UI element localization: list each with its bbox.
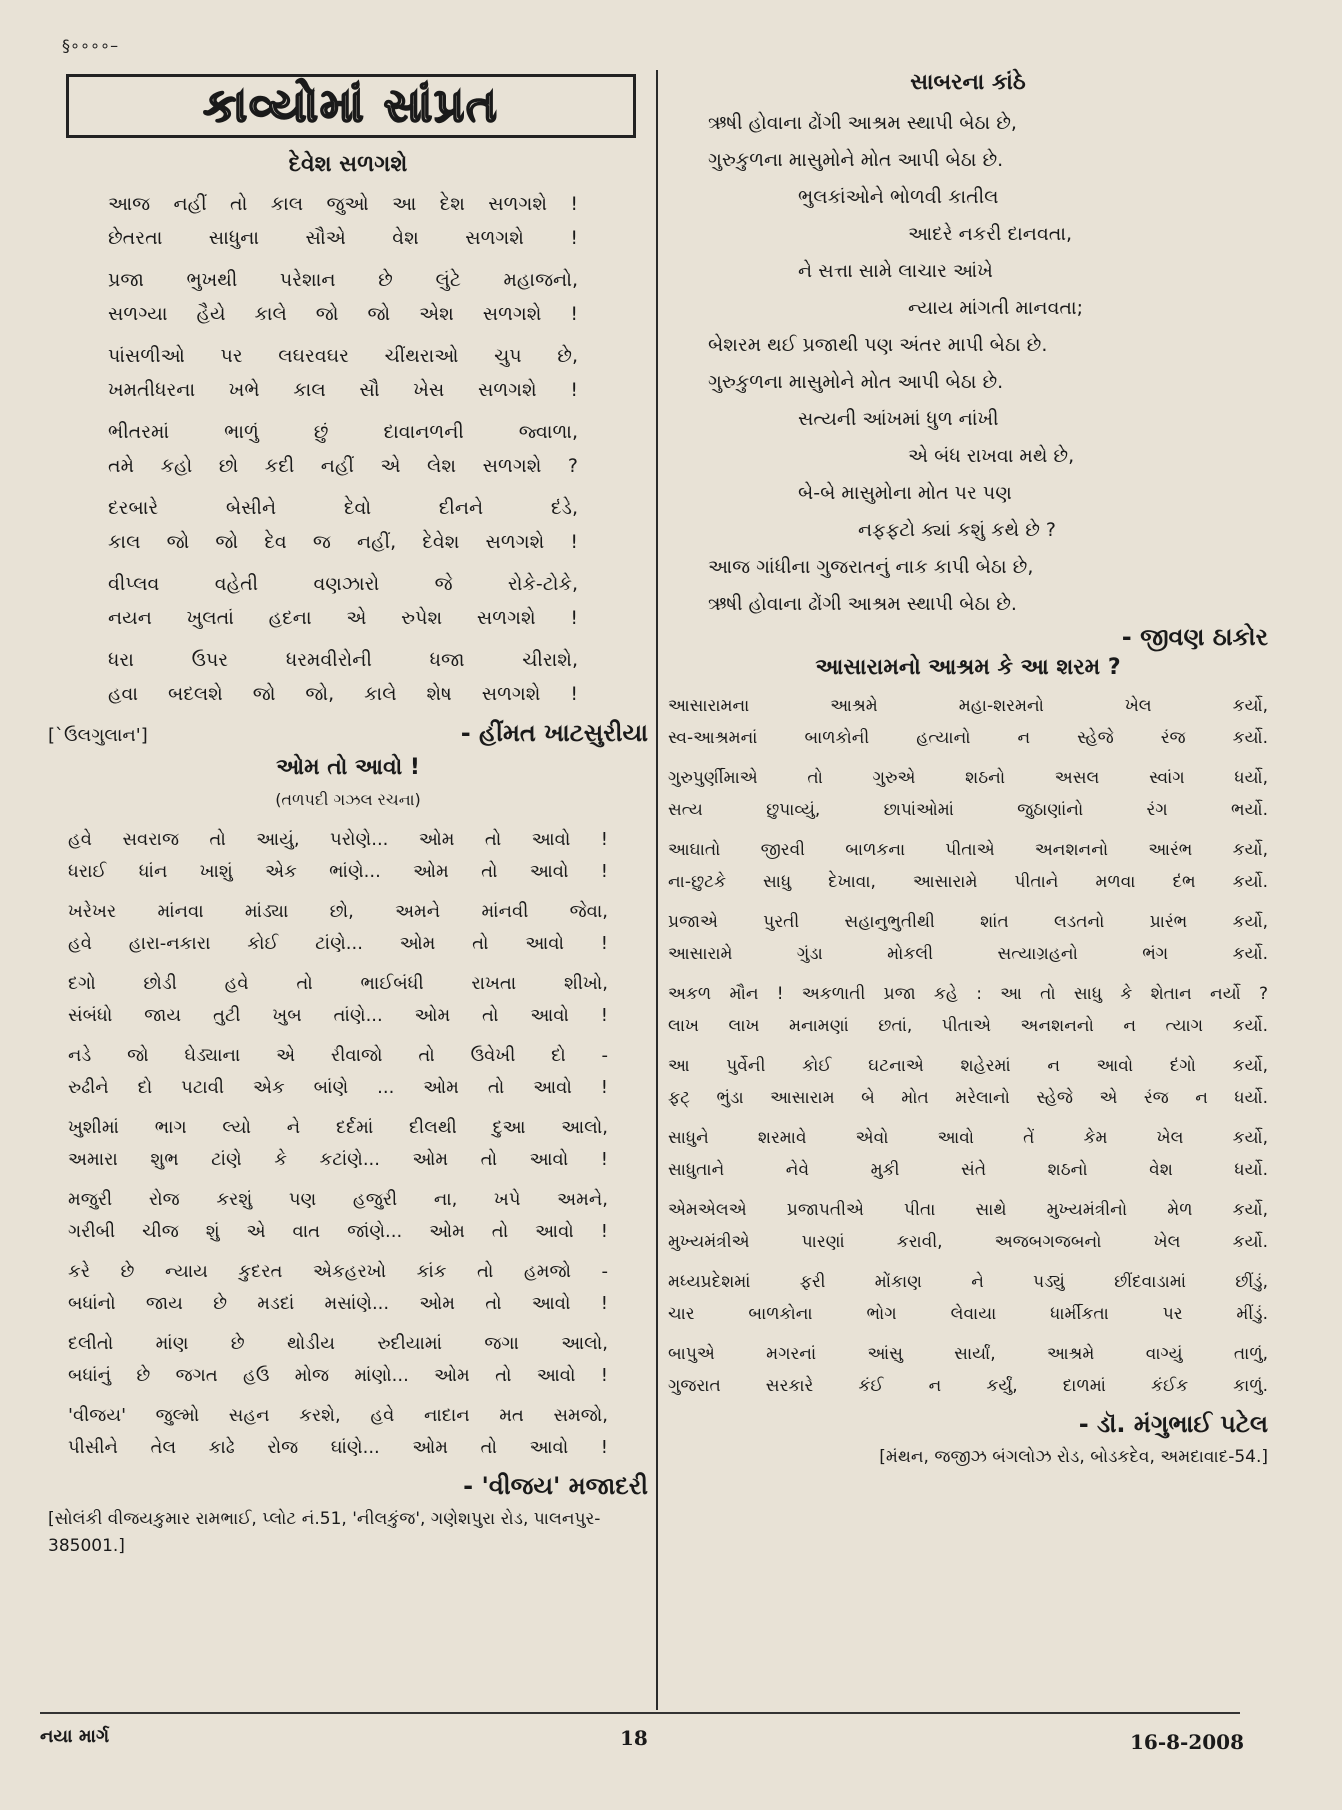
footer-page-number: 18 xyxy=(620,1726,648,1750)
poem-line: બે-બે માસુમોના મોત પર પણ xyxy=(798,482,1012,504)
poem-line: આઘાતો જીરવી બાળકના પીતાએ અનશનનો આરંભ કર્યો, xyxy=(668,840,1268,860)
poem-line: ગુરુકુળના માસુમોને મોત આપી બેઠા છે. xyxy=(708,371,1004,393)
poem-line: રુઢીને દો પટાવી એક બાંણે ... ઓમ તો આવો ! xyxy=(68,1077,608,1098)
poem-address: [સોલંકી વીજયકુમાર રામભાઈ, પ્લોટ નં.51, 'નીલકુંજ', ગણેશપુરા રોડ, પાલનપુર- 385001.] xyxy=(48,1509,601,1556)
ornament-icon: §∘∘∘∘– xyxy=(62,36,119,55)
poem-line: નયન ખુલતાં હદના એ રુપેશ સળગશે ! xyxy=(108,607,578,629)
poem-line: ભીતરમાં ભાળું છું દાવાનળની જ્વાળા, xyxy=(108,421,578,443)
poem-line: દરબારે બેસીને દેવો દીનને દંડે, xyxy=(108,497,578,519)
stanza xyxy=(108,491,578,559)
poem-author: - 'વીજય' મજાદરી xyxy=(463,1472,648,1500)
poem-line: ધરા ઉપર ધરમવીરોની ધજા ચીરાશે, xyxy=(108,649,578,671)
stanza xyxy=(68,1112,608,1176)
stanza xyxy=(108,415,578,483)
poem-line: ખુશીમાં ભાગ લ્યો ને દર્દમાં દીલથી દુઆ આલો, xyxy=(68,1117,608,1138)
section-title: કાવ્યોમાં સાંપ્રત xyxy=(203,78,499,132)
poem-body xyxy=(48,187,578,711)
poem-line: છેતરતા સાધુના સૌએ વેશ સળગશે ! xyxy=(108,227,578,249)
stanza xyxy=(68,968,608,1032)
poem-line: વીપ્લવ વહેતી વણઝારો જે રોકે-ટોકે, xyxy=(108,573,578,595)
column-divider xyxy=(656,70,658,1710)
poem-source: [`ઉલગુલાન'] xyxy=(48,725,148,746)
poem-line: પીસીને તેલ કાઢે રોજ ઘાંણે... ઓમ તો આવો ! xyxy=(68,1437,608,1458)
poem-line: ઋષી હોવાના ઢોંગી આશ્રમ સ્થાપી બેઠા છે, xyxy=(708,112,1017,134)
poem-line: ભુલકાંઓને ભોળવી કાતીલ xyxy=(798,186,999,208)
poem-line: નફફટો ક્યાં કશું કથે છે ? xyxy=(858,519,1057,541)
poem-line: પાંસળીઓ પર લઘરવઘર ચીંથરાઓ ચુપ છે, xyxy=(108,345,578,367)
poem-line: ના-છુટકે સાધુ દેખાવા, આસારામે પીતાને મળવા દંભ કર્યો. xyxy=(668,872,1268,892)
poem-line: આજ ગાંધીના ગુજરાતનું નાક કાપી બેઠા છે, xyxy=(708,556,1034,578)
poem-credit xyxy=(48,719,648,747)
poem-line: સત્યની આંખમાં ધુળ નાંખી xyxy=(798,408,999,430)
poem-line: ખમતીધરના ખભે કાલ સૌ ખેસ સળગશે ! xyxy=(108,379,578,401)
poem-title: દેવેશ સળગશે xyxy=(288,152,408,177)
poem-line: અમારા શુભ ટાંણે કે કટાંણે... ઓમ તો આવો ! xyxy=(68,1149,608,1170)
poem-line: ચાર બાળકોના ભોગ લેવાયા ધાર્મીકતા પર મીંડું. xyxy=(668,1304,1268,1324)
poem-line: બધાંનું છે જગત હઉ મોજ માંણો... ઓમ તો આવો ! xyxy=(68,1365,608,1386)
stanza xyxy=(668,906,1268,970)
poem-line: હવે હારા-નકારા કોઈ ટાંણે... ઓમ તો આવો ! xyxy=(68,933,608,954)
section-banner xyxy=(48,36,648,144)
stanza xyxy=(668,1194,1268,1258)
stanza xyxy=(68,1256,608,1320)
banner-box xyxy=(66,74,636,138)
stanza xyxy=(68,896,608,960)
poem-title: ઓમ તો આવો ! xyxy=(276,755,420,780)
poem-line: સ્વ-આશ્રમનાં બાળકોની હત્યાનો ન સ્હેજે રંજ કર્યો. xyxy=(668,728,1268,748)
stanza xyxy=(68,824,608,888)
poem-line: હવા બદલશે જો જો, કાલે શેષ સળગશે ! xyxy=(108,683,578,705)
stanza xyxy=(68,1328,608,1392)
poem-body xyxy=(668,105,1268,623)
stanza xyxy=(68,1400,608,1464)
stanza xyxy=(668,1050,1268,1114)
poem-line: ગુરુકુળના માસુમોને મોત આપી બેઠા છે. xyxy=(708,149,1004,171)
poem-line: દગો છોડી હવે તો ભાઈબંધી રાખતા શીખો, xyxy=(68,973,608,994)
poem-line: ધરાઈ ધાંન ખાશું એક ભાંણે... ઓમ તો આવો ! xyxy=(68,861,608,882)
stanza xyxy=(668,834,1268,898)
poem-address: [મંથન, જજીઝ બંગલોઝ રોડ, બોડકદેવ, અમદાવાદ-54.] xyxy=(879,1447,1268,1467)
poem-line: મધ્યપ્રદેશમાં ફરી મોંકાણ ને પડ્યું છીંદવાડામાં છીંડું, xyxy=(668,1272,1268,1292)
stanza xyxy=(668,1338,1268,1402)
stanza xyxy=(108,187,578,255)
poem-line: બેશરમ થઈ પ્રજાથી પણ અંતર માપી બેઠા છે. xyxy=(708,334,1048,356)
poem-author: - હીંમત ખાટસુરીયા xyxy=(460,719,648,747)
poem-line: મુખ્યમંત્રીએ પારણાં કરાવી, અજબગજબનો ખેલ કર્યો. xyxy=(668,1232,1268,1252)
stanza xyxy=(668,762,1268,826)
poem-line: આ પુર્વેની કોઈ ઘટનાએ શહેરમાં ન આવો દંગો કર્યો, xyxy=(668,1056,1268,1076)
poem-line: લાખ લાખ મનામણાં છતાં, પીતાએ અનશનનો ન ત્યાગ કર્યો. xyxy=(668,1016,1268,1036)
stanza xyxy=(108,567,578,635)
poem-subtitle: (તળપદી ગઝલ રચના) xyxy=(275,790,421,809)
stanza xyxy=(668,978,1268,1042)
poem-author: - જીવણ ઠાકોર xyxy=(1121,623,1268,651)
poem-devesh xyxy=(48,152,648,747)
poem-line: સાધુતાને નેવે મુકી સંતે શઠનો વેશ ધર્યો. xyxy=(668,1160,1268,1180)
poem-line: પ્રજાએ પુરતી સહાનુભુતીથી શાંત લડતનો પ્રારંભ કર્યો, xyxy=(668,912,1268,932)
poem-om-to-aavo xyxy=(48,755,648,1560)
poem-line: ગુજરાત સરકારે કંઈ ન કર્યું, દાળમાં કંઈક કાળું. xyxy=(668,1376,1268,1396)
poem-author: - ડૉ. મંગુભાઈ પટેલ xyxy=(1078,1410,1268,1438)
right-column xyxy=(668,70,1268,1471)
poem-line: તમે કહો છો કદી નહીં એ લેશ સળગશે ? xyxy=(108,455,578,477)
poem-line: 'વીજય' જુલ્મો સહન કરશે, હવે નાદાન મત સમજો, xyxy=(68,1405,608,1426)
stanza xyxy=(68,1184,608,1248)
poem-line: આજ નહીં તો કાલ જુઓ આ દેશ સળગશે ! xyxy=(108,193,578,215)
stanza xyxy=(108,643,578,711)
poem-line: સાધુને શરમાવે એવો આવો તેં કેમ ખેલ કર્યો, xyxy=(668,1128,1268,1148)
poem-line: નડે જો ઘેડ્યાના એ રીવાજો તો ઉવેખી દો - xyxy=(68,1045,608,1066)
poem-body xyxy=(668,690,1268,1402)
poem-line: ખરેખર માંનવા માંડ્યા છો, અમને માંનવી જેવા, xyxy=(68,901,608,922)
poem-line: સત્ય છુપાવ્યું, છાપાંઓમાં જુઠાણાંનો રંગ ભર્યો. xyxy=(668,800,1268,820)
stanza xyxy=(668,1266,1268,1330)
poem-line: ગરીબી ચીજ શું એ વાત જાંણે... ઓમ તો આવો ! xyxy=(68,1221,608,1242)
poem-line: ને સત્તા સામે લાચાર આંખે xyxy=(798,260,993,282)
poem-line: ઋષી હોવાના ઢોંગી આશ્રમ સ્થાપી બેઠા છે. xyxy=(708,593,1017,615)
poem-line: હવે સવરાજ તો આયું, પરોણે... ઓમ તો આવો ! xyxy=(68,829,608,850)
poem-title: સાબરના કાંઠે xyxy=(910,70,1026,95)
poem-line: આસારામના આશ્રમે મહા-શરમનો ખેલ કર્યો, xyxy=(668,696,1268,716)
poem-line: કાલ જો જો દેવ જ નહીં, દેવેશ સળગશે ! xyxy=(108,531,578,553)
poem-line: પ્રજા ભુખથી પરેશાન છે લુંટે મહાજનો, xyxy=(108,269,578,291)
poem-body xyxy=(48,824,608,1464)
stanza xyxy=(68,1040,608,1104)
poem-line: અકળ મૌન ! અકળાતી પ્રજા કહે : આ તો સાધુ કે શેતાન નર્યો ? xyxy=(668,984,1268,1004)
footer-publication: નયા માર્ગ xyxy=(40,1726,110,1747)
poem-asaram xyxy=(668,655,1268,1471)
poem-line: કરે છે ન્યાય કુદરત એકહરખો કાંક તો હમજો - xyxy=(68,1261,608,1282)
poem-line: ગુરુપુર્ણીમાએ તો ગુરુએ શઠનો અસલ સ્વાંગ ધર્યો, xyxy=(668,768,1268,788)
stanza xyxy=(108,339,578,407)
poem-line: ન્યાય માંગતી માનવતા; xyxy=(908,297,1084,319)
poem-line: સંબંધો જાય તુટી ખુબ તાંણે... ઓમ તો આવો ! xyxy=(68,1005,608,1026)
poem-line: એ બંધ રાખવા મથે છે, xyxy=(908,445,1075,467)
poem-line: એમએલએ પ્રજાપતીએ પીતા સાથે મુખ્યમંત્રીનો મેળ કર્યો, xyxy=(668,1200,1268,1220)
poem-line: આદરે નકરી દાનવતા, xyxy=(908,223,1073,245)
stanza xyxy=(668,690,1268,754)
poem-line: મજુરી રોજ કરશું પણ હજુરી ના, ખપે અમને, xyxy=(68,1189,608,1210)
poem-line: ફટ્ ભુંડા આસારામ બે મોત મરેલાનો સ્હેજે એ રંજ ન ધર્યો. xyxy=(668,1088,1268,1108)
poem-line: બાપુએ મગરનાં આંસુ સાર્યાં, આશ્રમે વાગ્યું તાળું, xyxy=(668,1344,1268,1364)
poem-line: દલીતો માંણ છે થોડીય રુદીયામાં જગા આલો, xyxy=(68,1333,608,1354)
poem-line: આસારામે ગુંડા મોકલી સત્યાગ્રહનો ભંગ કર્યો. xyxy=(668,944,1268,964)
footer-date: 16-8-2008 xyxy=(1130,1730,1245,1754)
poem-title: આસારામનો આશ્રમ કે આ શરમ ? xyxy=(815,655,1121,680)
footer-rule xyxy=(40,1712,1240,1714)
poem-line: બધાંનો જાય છે મડદાં મસાંણે... ઓમ તો આવો ! xyxy=(68,1293,608,1314)
poem-line: સળગ્યા હૈયે કાલે જો જો એશ સળગશે ! xyxy=(108,303,578,325)
stanza xyxy=(668,1122,1268,1186)
stanza xyxy=(108,263,578,331)
poem-sabarna-kanthe xyxy=(668,70,1268,651)
left-column xyxy=(48,36,648,1560)
